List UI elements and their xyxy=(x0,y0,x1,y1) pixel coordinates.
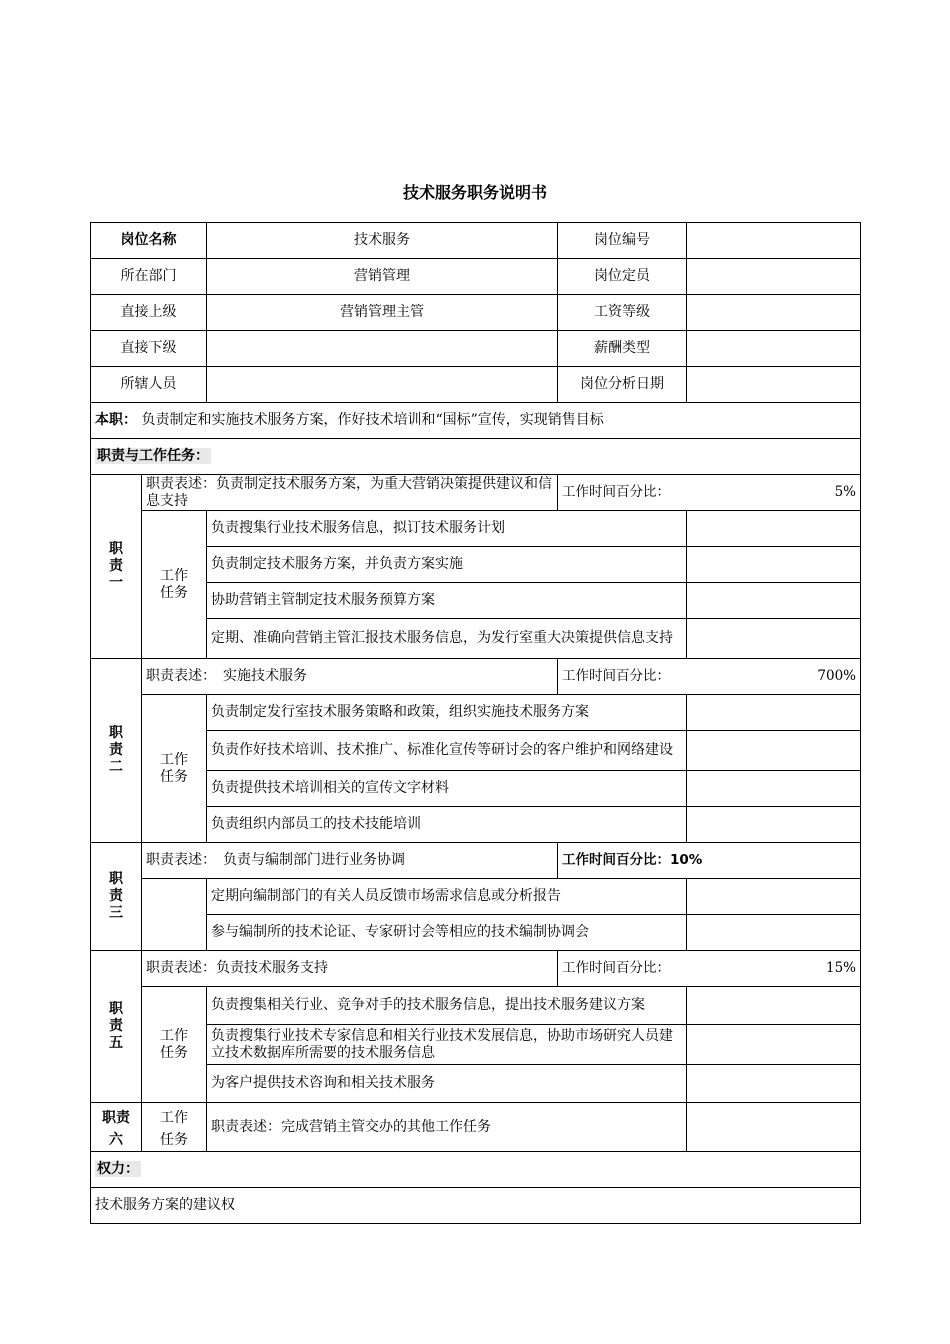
task-label: 工作 任务 xyxy=(142,695,207,843)
task-extra xyxy=(687,879,861,915)
task-row xyxy=(91,879,861,915)
duty-desc: 职责表述：负责技术服务支持 xyxy=(142,951,558,987)
document-title: 技术服务职务说明书 xyxy=(402,183,547,202)
task-extra xyxy=(687,1025,861,1065)
task-extra xyxy=(687,771,861,807)
pct-label: 工作时间百分比： xyxy=(562,668,670,684)
task-row xyxy=(91,619,861,659)
task-row xyxy=(91,511,861,547)
pct-value: 10% xyxy=(670,852,703,868)
task-extra xyxy=(687,547,861,583)
task-item: 负责制定技术服务方案，并负责方案实施 xyxy=(207,547,687,583)
task-item: 协助营销主管制定技术服务预算方案 xyxy=(207,583,687,619)
job-description-table xyxy=(90,222,861,1224)
task-extra xyxy=(687,807,861,843)
duty-name: 职责 六 xyxy=(91,1103,142,1152)
info-value xyxy=(687,259,861,295)
duty-summary-text: 负责制定和实施技术服务方案，作好技术培训和“国标”宣传，实现销售目标 xyxy=(141,412,604,428)
duty-desc: 职责表述： 负责与编制部门进行业务协调 xyxy=(142,843,558,879)
pct-label: 工作时间百分比： xyxy=(562,960,670,976)
info-value xyxy=(687,367,861,403)
duty-name: 职 责 三 xyxy=(91,843,142,951)
duty-desc: 职责表述：负责制定技术服务方案，为重大营销决策提供建议和信息支持 xyxy=(142,475,558,511)
info-value xyxy=(687,223,861,259)
info-label: 所在部门 xyxy=(91,259,207,295)
duty-name: 职 责 一 xyxy=(91,475,142,659)
task-label: 工作 任务 xyxy=(142,511,207,659)
task-item: 负责提供技术培训相关的宣传文字材料 xyxy=(207,771,687,807)
info-value: 营销管理 xyxy=(207,259,558,295)
task-item: 定期向编制部门的有关人员反馈市场需求信息或分析报告 xyxy=(207,879,687,915)
duty-pct xyxy=(558,843,861,879)
task-extra xyxy=(687,1103,861,1152)
pct-value: 700% xyxy=(817,668,856,684)
info-value xyxy=(207,331,558,367)
duty-desc-row xyxy=(91,475,861,511)
info-label: 薪酬类型 xyxy=(558,331,687,367)
power-header xyxy=(91,1152,861,1188)
task-row xyxy=(91,731,861,771)
info-value: 营销管理主管 xyxy=(207,295,558,331)
power-header-row xyxy=(91,1152,861,1188)
task-row xyxy=(91,547,861,583)
duties-header-row xyxy=(91,439,861,475)
duty-desc: 职责表述：完成营销主管交办的其他工作任务 xyxy=(207,1103,687,1152)
task-extra xyxy=(687,915,861,951)
task-item: 负责搜集行业技术专家信息和相关行业技术发展信息，协助市场研究人员建立技术数据库所需要的技术服务信息 xyxy=(207,1025,687,1065)
power-item: 技术服务方案的建议权 xyxy=(91,1188,861,1224)
info-label: 岗位名称 xyxy=(91,223,207,259)
task-row xyxy=(91,583,861,619)
task-extra xyxy=(687,987,861,1025)
duty-summary xyxy=(91,403,861,439)
info-label: 工资等级 xyxy=(558,295,687,331)
task-row xyxy=(91,1065,861,1103)
task-item: 负责搜集相关行业、竞争对手的技术服务信息，提出技术服务建议方案 xyxy=(207,987,687,1025)
power-label: 权力： xyxy=(97,1161,139,1177)
task-item: 负责组织内部员工的技术技能培训 xyxy=(207,807,687,843)
task-row xyxy=(91,695,861,731)
duty-desc-row xyxy=(91,951,861,987)
power-item-row xyxy=(91,1188,861,1224)
duty-name: 职 责 二 xyxy=(91,659,142,843)
pct-label: 工作时间百分比： xyxy=(562,852,670,868)
duty-desc: 职责表述： 实施技术服务 xyxy=(142,659,558,695)
duty-summary-row xyxy=(91,403,861,439)
info-value xyxy=(687,331,861,367)
info-label: 岗位分析日期 xyxy=(558,367,687,403)
info-label: 直接下级 xyxy=(91,331,207,367)
duty-summary-label: 本职： xyxy=(95,412,137,428)
info-label: 岗位编号 xyxy=(558,223,687,259)
task-extra xyxy=(687,1065,861,1103)
task-extra xyxy=(687,583,861,619)
task-item: 定期、准确向营销主管汇报技术服务信息，为发行室重大决策提供信息支持 xyxy=(207,619,687,659)
duty-name: 职 责 五 xyxy=(91,951,142,1103)
task-row xyxy=(91,771,861,807)
info-row xyxy=(91,367,861,403)
info-label: 岗位定员 xyxy=(558,259,687,295)
task-item: 参与编制所的技术论证、专家研讨会等相应的技术编制协调会 xyxy=(207,915,687,951)
task-extra xyxy=(687,695,861,731)
info-row xyxy=(91,331,861,367)
pct-value: 15% xyxy=(825,960,856,976)
duty-pct xyxy=(558,951,861,987)
duty-desc-row xyxy=(91,843,861,879)
info-value: 技术服务 xyxy=(207,223,558,259)
task-row xyxy=(91,1025,861,1065)
info-row xyxy=(91,295,861,331)
task-row xyxy=(91,807,861,843)
info-value xyxy=(207,367,558,403)
task-label: 工作 任务 xyxy=(142,1103,207,1152)
task-extra xyxy=(687,731,861,771)
task-extra xyxy=(687,619,861,659)
duties-header-label: 职责与工作任务： xyxy=(97,448,209,464)
info-label: 直接上级 xyxy=(91,295,207,331)
duty-desc-row xyxy=(91,659,861,695)
duty-pct xyxy=(558,475,861,511)
task-row xyxy=(91,915,861,951)
task-row xyxy=(91,987,861,1025)
pct-label: 工作时间百分比： xyxy=(562,484,670,500)
info-row xyxy=(91,259,861,295)
duties-header xyxy=(91,439,861,475)
duty-pct xyxy=(558,659,861,695)
task-item: 为客户提供技术咨询和相关技术服务 xyxy=(207,1065,687,1103)
info-label: 所辖人员 xyxy=(91,367,207,403)
task-label: 工作 任务 xyxy=(142,987,207,1103)
duty-desc-row xyxy=(91,1103,861,1152)
pct-value: 5% xyxy=(834,484,856,500)
task-extra xyxy=(687,511,861,547)
task-item: 负责制定发行室技术服务策略和政策，组织实施技术服务方案 xyxy=(207,695,687,731)
task-item: 负责搜集行业技术服务信息，拟订技术服务计划 xyxy=(207,511,687,547)
info-row xyxy=(91,223,861,259)
info-value xyxy=(687,295,861,331)
task-label-empty xyxy=(142,879,207,951)
task-item: 负责作好技术培训、技术推广、标准化宣传等研讨会的客户维护和网络建设 xyxy=(207,731,687,771)
